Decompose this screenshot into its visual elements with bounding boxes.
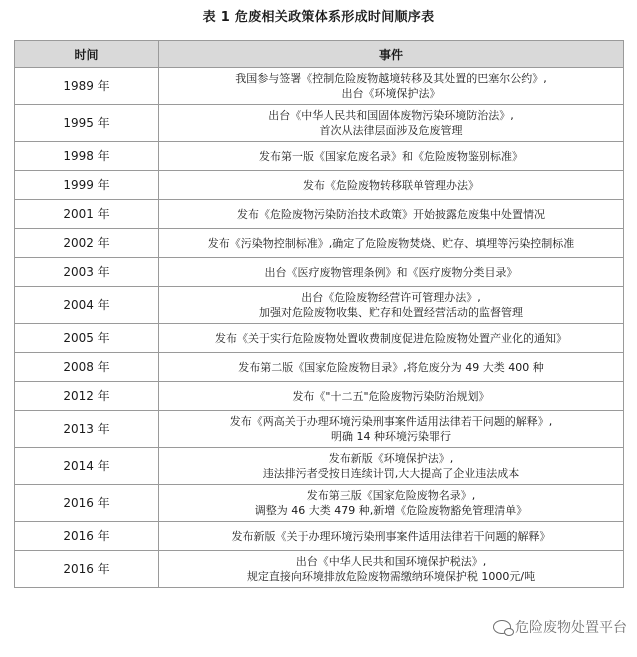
event-cell — [159, 142, 624, 171]
year-cell: 2004 年 — [15, 287, 159, 324]
event-cell — [159, 324, 624, 353]
year-cell: 2016 年 — [15, 522, 159, 551]
event-cell — [159, 229, 624, 258]
year-cell: 2013 年 — [15, 411, 159, 448]
year-cell: 2012 年 — [15, 382, 159, 411]
event-cell — [159, 171, 624, 200]
table-body — [15, 68, 624, 588]
year-cell: 2002 年 — [15, 229, 159, 258]
table-row — [15, 411, 624, 448]
year-cell: 1995 年 — [15, 105, 159, 142]
table-row — [15, 229, 624, 258]
table-row — [15, 258, 624, 287]
event-line: 出台《中华人民共和国环境保护税法》, — [295, 555, 487, 568]
table-caption: 表 1 危废相关政策体系形成时间顺序表 — [202, 10, 435, 25]
event-line: 明确 14 种环境污染罪行 — [331, 430, 451, 443]
event-cell — [159, 68, 624, 105]
event-line: 发布《危险废物污染防治技术政策》开始披露危废集中处置情况 — [237, 207, 545, 221]
table-row — [15, 382, 624, 411]
table-row — [15, 171, 624, 200]
year-cell: 2003 年 — [15, 258, 159, 287]
event-cell — [159, 551, 624, 588]
table-row — [15, 551, 624, 588]
watermark-text: 危险废物处置平台 — [515, 620, 627, 636]
event-line: 发布新版《关于办理环境污染刑事案件适用法律若干问题的解释》 — [231, 529, 551, 543]
event-cell — [159, 105, 624, 142]
table-row — [15, 522, 624, 551]
event-cell — [159, 258, 624, 287]
event-line: 加强对危险废物收集、贮存和处置经营活动的监督管理 — [259, 306, 523, 319]
year-cell: 2001 年 — [15, 200, 159, 229]
event-line: 出台《环境保护法》 — [341, 87, 441, 100]
event-line: 违法排污者受按日连续计罚,大大提高了企业违法成本 — [262, 467, 520, 480]
year-cell: 2014 年 — [15, 448, 159, 485]
event-line: 出台《中华人民共和国固体废物污染环境防治法》, — [268, 109, 514, 122]
header-row — [15, 41, 624, 68]
policy-timeline-table — [14, 40, 624, 588]
year-cell: 2016 年 — [15, 551, 159, 588]
event-line: 发布《污染物控制标准》,确定了危险废物焚烧、贮存、填埋等污染控制标准 — [207, 236, 575, 250]
event-line: 调整为 46 大类 479 种,新增《危险废物豁免管理清单》 — [254, 504, 528, 517]
event-line: 出台《医疗废物管理条例》和《医疗废物分类目录》 — [264, 265, 518, 279]
event-line: 我国参与签署《控制危险废物越境转移及其处置的巴塞尔公约》, — [235, 72, 547, 85]
year-cell: 1999 年 — [15, 171, 159, 200]
event-line: 发布《危险废物转移联单管理办法》 — [303, 178, 479, 192]
table-row — [15, 142, 624, 171]
event-cell — [159, 485, 624, 522]
year-cell: 1989 年 — [15, 68, 159, 105]
event-line: 发布《关于实行危险废物处置收费制度促进危险废物处置产业化的通知》 — [215, 331, 567, 345]
event-line: 发布第二版《国家危险废物目录》,将危废分为 49 大类 400 种 — [238, 360, 544, 374]
event-line: 规定直接向环境排放危险废物需缴纳环境保护税 1000元/吨 — [246, 570, 536, 583]
wechat-icon — [493, 620, 511, 634]
table-row — [15, 485, 624, 522]
year-cell: 2005 年 — [15, 324, 159, 353]
event-cell — [159, 353, 624, 382]
event-line: 发布第一版《国家危废名录》和《危险废物鉴别标准》 — [259, 149, 523, 163]
watermark — [491, 617, 629, 637]
table-row — [15, 448, 624, 485]
event-cell — [159, 200, 624, 229]
event-line: 首次从法律层面涉及危废管理 — [319, 124, 463, 137]
event-cell — [159, 382, 624, 411]
event-line: 出台《危险废物经营许可管理办法》, — [301, 291, 481, 304]
table-row — [15, 287, 624, 324]
header-event: 事件 — [159, 41, 624, 68]
year-cell: 2016 年 — [15, 485, 159, 522]
event-line: 发布《两高关于办理环境污染刑事案件适用法律若干问题的解释》, — [229, 415, 553, 428]
header-time: 时间 — [15, 41, 159, 68]
table-row — [15, 324, 624, 353]
year-cell: 2008 年 — [15, 353, 159, 382]
event-line: 发布新版《环境保护法》, — [328, 452, 454, 465]
event-line: 发布第三版《国家危险废物名录》, — [306, 489, 476, 502]
table-row — [15, 105, 624, 142]
year-cell: 1998 年 — [15, 142, 159, 171]
event-cell — [159, 411, 624, 448]
event-cell — [159, 287, 624, 324]
event-cell — [159, 522, 624, 551]
table-row — [15, 68, 624, 105]
table-row — [15, 353, 624, 382]
table-row — [15, 200, 624, 229]
event-cell — [159, 448, 624, 485]
event-line: 发布《"十二五"危险废物污染防治规划》 — [292, 389, 490, 403]
